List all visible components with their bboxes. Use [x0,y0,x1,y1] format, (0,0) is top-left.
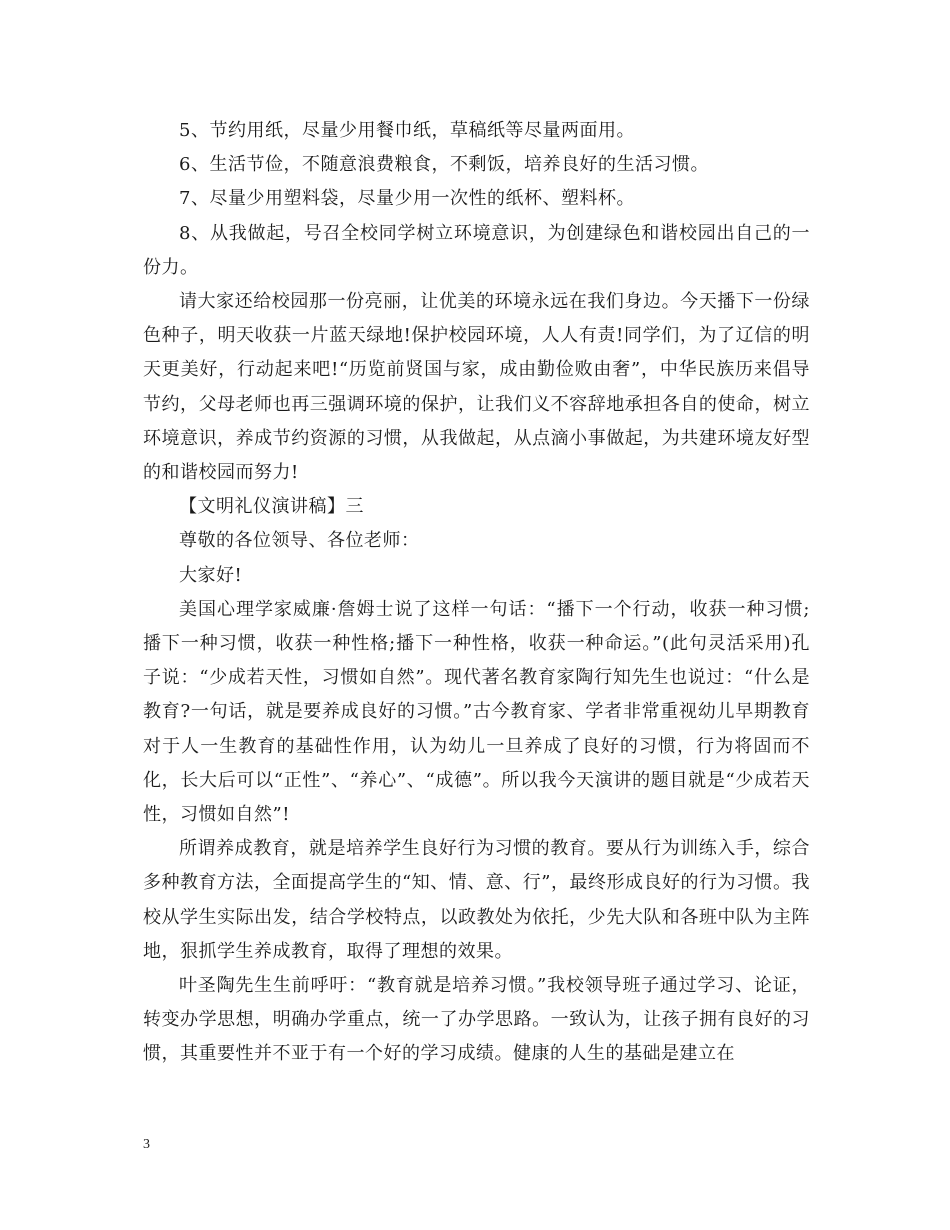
page-number: 3 [143,1137,150,1152]
list-item-start-with-me: 8、从我做起，号召全校同学树立环境意识，为创建绿色和谐校园出自己的一份力。 [143,222,810,278]
paragraph-quote-james: 美国心理学家威廉·詹姆士说了这样一句话：“播下一个行动，收获一种习惯;播下一种习惯，收获一种性格;播下一种性格，收获一种命运。”(此句灵活采用)孔子说：“少成若天性，习惯如自然”。现代著名教育家陶行知先生也说过：“什么是教育?一句话，就是要养成良好的习惯。”古今教育家、学者非常重视幼儿早期教育对于人一生教育的基础性作用，认为幼儿一旦养成了良好的习惯，行为将固而不化，长大后可以“正性”、“养心”、“成德”。所以我今天演讲的题目就是“少成若天性，习惯如自然”! [143,598,810,826]
greeting: 大家好! [179,564,243,586]
list-item-less-plastic: 7、尽量少用塑料袋，尽量少用一次性的纸杯、塑料杯。 [179,188,635,210]
salutation: 尊敬的各位领导、各位老师： [179,530,420,552]
section-heading: 【文明礼仪演讲稿】三 [179,496,364,518]
paragraph-habit-education: 所谓养成教育，就是培养学生良好行为习惯的教育。要从行为训练入手，综合多种教育方法，全面提高学生的“知、情、意、行”，最终形成良好的行为习惯。我校从学生实际出发，结合学校特点，以政教处为依托，少先大队和各班中队为主阵地，狠抓学生养成教育，取得了理想的效果。 [143,838,810,962]
list-item-save-paper: 5、节约用纸，尽量少用餐巾纸，草稿纸等尽量两面用。 [179,120,635,141]
list-item-frugal-living: 6、生活节俭，不随意浪费粮食，不剩饭，培养良好的生活习惯。 [179,154,709,176]
paragraph-ye-shengtao: 叶圣陶先生生前呼吁：“教育就是培养习惯。”我校领导班子通过学习、论证，转变办学思想，明确办学重点，统一了办学思路。一致认为，让孩子拥有良好的习惯，其重要性并不亚于有一个好的学习成绩。健康的人生的基础是建立在 [143,975,810,1065]
document-body [143,114,810,1072]
paragraph-appeal: 请大家还给校园那一份亮丽，让优美的环境永远在我们身边。今天播下一份绿色种子，明天收获一片蓝天绿地!保护校园环境，人人有责!同学们，为了辽信的明天更美好，行动起来吧!“历览前贤国与家，成由勤俭败由奢”，中华民族历来倡导节约，父母老师也再三强调环境的保护，让我们义不容辞地承担各自的使命，树立环境意识，养成节约资源的习惯，从我做起，从点滴小事做起，为共建环境友好型的和谐校园而努力! [143,291,810,484]
